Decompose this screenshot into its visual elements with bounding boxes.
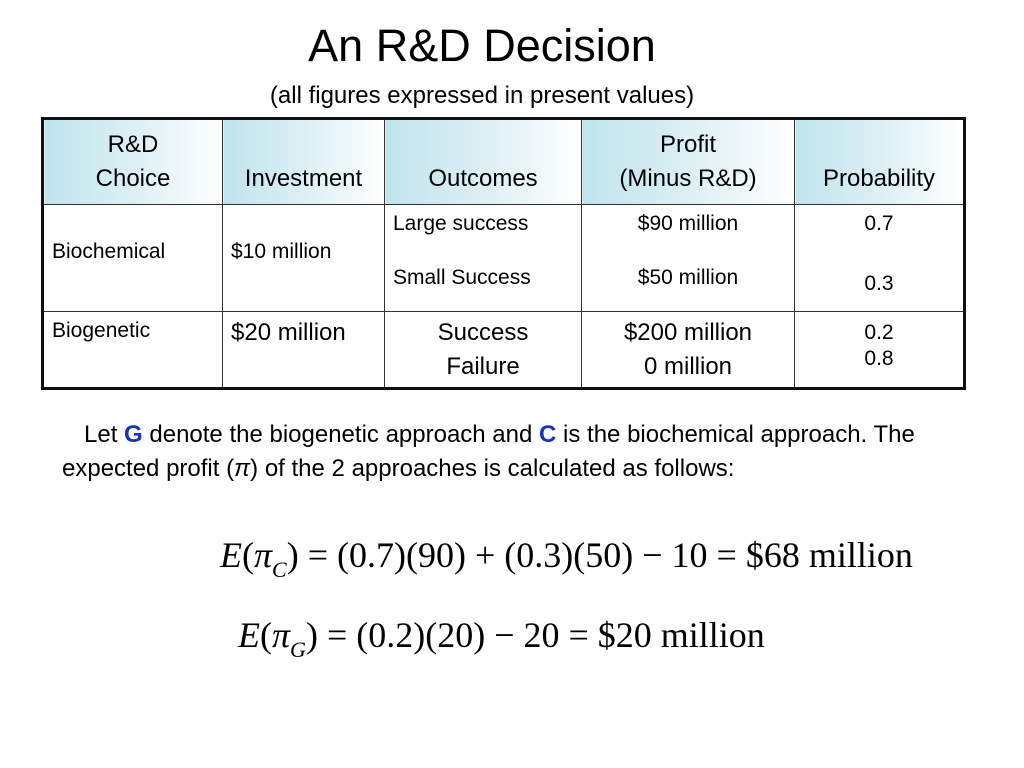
header-rd-choice-line2: Choice [95, 165, 171, 192]
choice-biochemical: Biochemical [52, 240, 166, 263]
eq-c-close: ) [286, 535, 299, 575]
cell-choice [43, 312, 223, 389]
explanation-paragraph [62, 418, 962, 486]
outcome-large-success: Large success [393, 212, 529, 235]
profit-large-success: $90 million [637, 212, 739, 235]
outcome-success: Success [437, 319, 529, 346]
outcome-failure: Failure [446, 353, 520, 380]
profit-failure: 0 million [643, 353, 733, 380]
cell-investment [223, 205, 385, 312]
header-profit-line2: (Minus R&D) [619, 165, 757, 192]
outcome-small-success: Small Success [393, 266, 531, 289]
header-investment-label: Investment [244, 165, 363, 192]
eq-c-pi: π [254, 535, 273, 575]
equation-biochemical [220, 535, 913, 582]
header-probability [795, 119, 965, 205]
cell-outcomes [385, 312, 582, 389]
prob-success: 0.2 [864, 321, 894, 344]
prob-small-success: 0.3 [864, 272, 894, 295]
prob-failure: 0.8 [864, 347, 894, 370]
cell-profit [582, 205, 795, 312]
investment-biochemical: $10 million [231, 240, 332, 263]
choice-biogenetic: Biogenetic [52, 319, 151, 342]
cell-probability [795, 312, 965, 389]
prob-large-success: 0.7 [864, 212, 894, 235]
para-text-2: denote the biogenetic approach and [142, 421, 540, 448]
equation-biogenetic [238, 615, 765, 662]
header-outcomes [385, 119, 582, 205]
header-rd-choice-line1: R&D [107, 131, 159, 158]
eq-c-sub: C [272, 557, 287, 582]
letter-g: G [124, 421, 143, 448]
para-text-1: Let [84, 421, 125, 448]
table-row [43, 312, 965, 389]
header-probability-label: Probability [822, 165, 936, 192]
investment-biogenetic: $20 million [231, 319, 346, 346]
eq-c-rhs: = (0.7)(90) + (0.3)(50) − 10 = $68 million [298, 535, 913, 575]
eq-g-open: ( [260, 615, 272, 655]
slide-subtitle: (all figures expressed in present values) [269, 82, 695, 109]
cell-probability [795, 205, 965, 312]
pi-symbol: π [234, 455, 251, 482]
cell-profit [582, 312, 795, 389]
cell-choice [43, 205, 223, 312]
profit-small-success: $50 million [637, 266, 739, 289]
cell-outcomes [385, 205, 582, 312]
para-text-3: is the biochemical approach. The expected profit ( [62, 421, 915, 482]
eq-c-e: E [220, 535, 242, 575]
slide-title: An R&D Decision [308, 20, 656, 71]
header-rd-choice [43, 119, 223, 205]
table-header-row [43, 119, 965, 205]
rd-decision-table [41, 117, 966, 390]
eq-g-e: E [238, 615, 260, 655]
eq-g-sub: G [290, 637, 306, 662]
header-investment [223, 119, 385, 205]
profit-success: $200 million [623, 319, 753, 346]
header-profit [582, 119, 795, 205]
cell-investment [223, 312, 385, 389]
header-profit-line1: Profit [659, 131, 716, 158]
header-outcomes-label: Outcomes [428, 165, 538, 192]
table-row [43, 205, 965, 312]
eq-g-pi: π [272, 615, 291, 655]
eq-g-rhs: = (0.2)(20) − 20 = $20 million [317, 615, 765, 655]
letter-c: C [539, 421, 557, 448]
eq-c-open: ( [242, 535, 254, 575]
para-text-4: ) of the 2 approaches is calculated as follows: [250, 455, 735, 482]
eq-g-close: ) [305, 615, 318, 655]
